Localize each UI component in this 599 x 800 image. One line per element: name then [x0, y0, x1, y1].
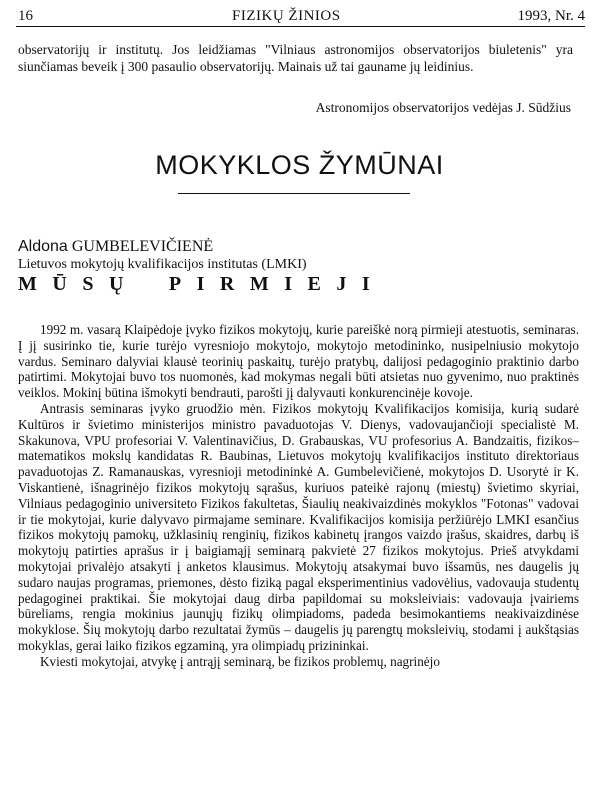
article-author: [18, 238, 213, 256]
article-paragraph: Kviesti mokytojai, atvykę į antrąjį seminarą, be fizikos problemų, nagrinėjo: [40, 653, 440, 669]
previous-article-text: observatorijų ir institutų. Jos leidžiamas "Vilniaus astronomijos observatorijos biuletenis" yra siunčiamas beveik į 300 pasaulio observatorijų. Mainais už tai gauname jų leidinius.: [18, 42, 573, 74]
article-body: [18, 322, 579, 670]
article-paragraph: Antrasis seminaras įvyko gruodžio mėn. Fizikos mokytojų Kvalifikacijos komisija, kurią sudarė Kultūros ir švietimo ministerijos ministro pavaduotojas V. Dienys, vadovaujančioji specialistė M. Skakunova, VPU profesoriai V. Valentinavičius, D. Grabauskas, VU profesorius A. Bandzaitis, fizikos–matematikos mokslų kandidatas R. Baubinas, Lietuvos mokytojų kvalifikacijos instituto direktoriaus pavaduotojas Z. Ramanauskas, vyresnioji metodininkė A. Gumbelevičienė, mokytojos D. Usorytė ir K. Viskantienė, išnagrinėjo fizikos mokytojų sąrašus, kuriuos pateikė rajonų (miestų) švietimo skyriai, Vilniaus pedagoginio universiteto Fizikos fakultetas, Šiaulių neakivaizdinės mokyklos "Fotonas" vadovai ir tie mokytojai, kurie dalyvavo pirmajame seminare. Kvalifikacijos komisija peržiūrėjo LMKI esančius fizikos mokytojų pamokų, užklasinių renginių, fizikos kabinetų įrangos vaizdo įrašus, skaidres, darbų iš mokytojų patirties aprašus ir į baigiamąjį seminarą pakvietė 27 fizikos mokytojus. Prieš atvykdami mokytojai privalėjo atsakyti į anketos klausimus. Mokytojų atsakymai buvo išsamūs, nes daugelis jų sudaro naujas programas, priemones, dėsto fiziką pagal eksperimentinius vadovėlius, vadovauja studentų pedagoginei praktikai. Šie mokytojai daug dirba papildomai su moksleiviais: vadovauja įvairiems būreliams, rengia mokinius jaunųjų fizikų olimpiadoms, padeda besimokantiems neakivaizdinėse mokyklose. Šių mokytojų darbo rezultatai žymūs – daugelis jų parengtų moksleivių, stodami į aukštąsias mokyklas, gerai laiko fizikos egzaminą, yra olimpiadų prizininkai.: [18, 400, 579, 653]
header-rule: [16, 26, 585, 27]
author-first-name: Aldona: [18, 238, 68, 255]
article-title: [18, 273, 385, 296]
page-number: 16: [18, 8, 33, 24]
author-last-name: GUMBELEVIČIENĖ: [71, 238, 214, 255]
article-title-word-1: MŪSŲ: [18, 273, 139, 295]
section-title-underline: [178, 193, 410, 194]
author-affiliation: Lietuvos mokytojų kvalifikacijos institutas (LMKI): [18, 257, 307, 272]
section-title: MOKYKLOS ŽYMŪNAI: [155, 150, 444, 180]
running-header: [18, 6, 585, 28]
article-paragraph: 1992 m. vasarą Klaipėdoje įvyko fizikos mokytojų, kurie pareiškė norą pirmieji atestuotis, seminaras. Į jį susirinko tie, kurie turėjo vyresniojo mokytojo, mokytojo metodininko, nusipelniusio mokytojo vardus. Seminaro dalyviai klausė teorinių paskaitų, turėjo pratybų, dalijosi pedagoginio praktinio darbo patirtimi. Mokytojai buvo tos nuomonės, kad mokymas negali būti atsietas nuo gyvenimo, nuo praktinės veiklos. Mokinį būtina išmokyti bendrauti, parošti jį dalyvauti konkurencinėje kovoje.: [18, 322, 579, 401]
journal-title: FIZIKŲ ŽINIOS: [232, 8, 341, 24]
article-title-word-2: PIRMIEJI: [168, 273, 386, 295]
previous-article-signature: Astronomijos observatorijos vedėjas J. Sūdžius: [315, 100, 571, 115]
issue-info: 1993, Nr. 4: [517, 8, 585, 24]
